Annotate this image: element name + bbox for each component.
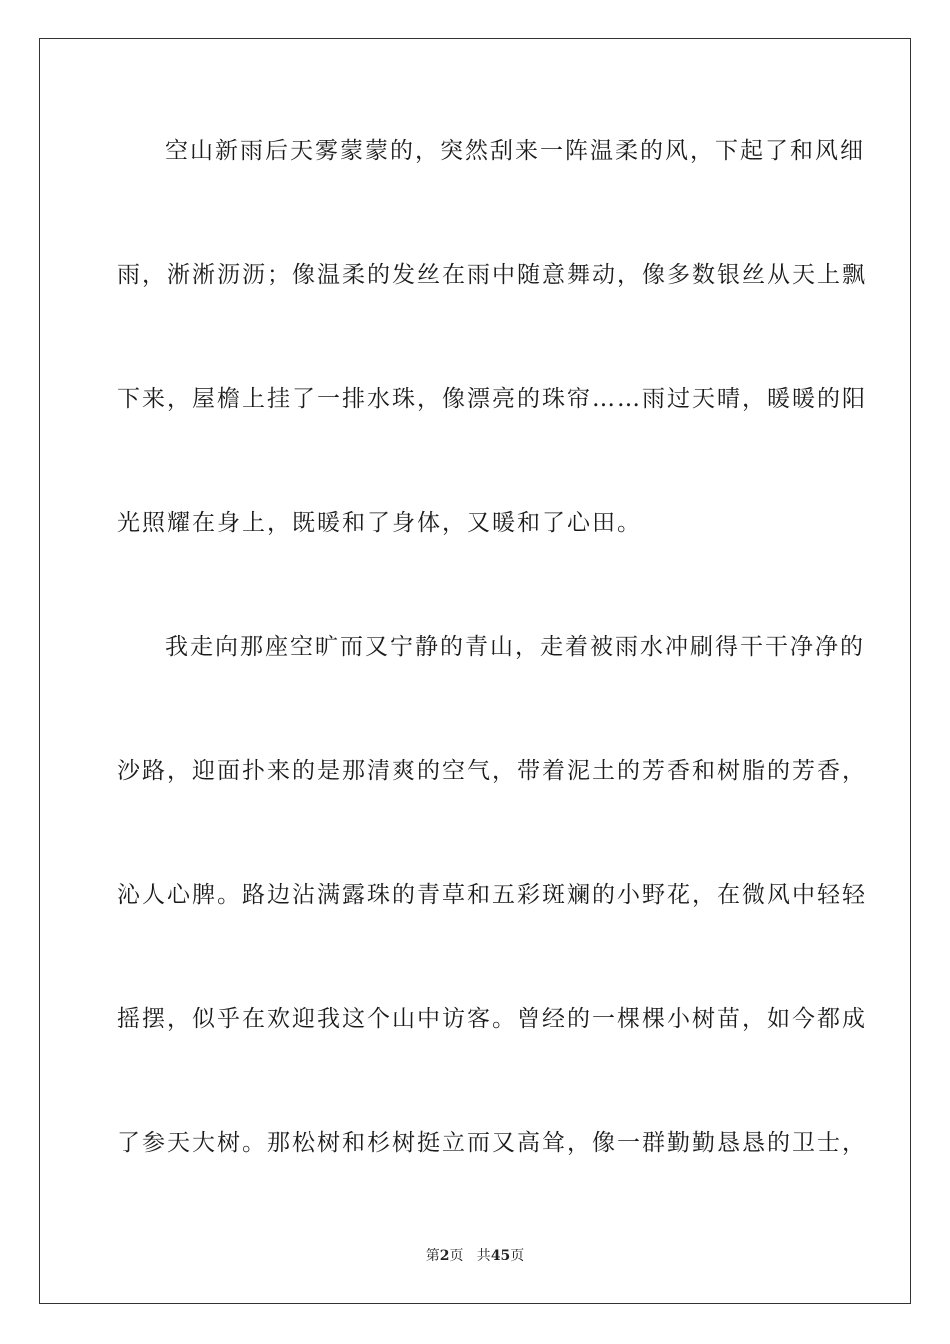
paragraph-2-line-3: 沁人心脾。路边沾满露珠的青草和五彩斑斓的小野花，在微风中轻轻 bbox=[117, 882, 867, 908]
paragraph-1-line-3: 下来，屋檐上挂了一排水珠，像漂亮的珠帘……雨过天晴，暖暖的阳 bbox=[117, 386, 867, 412]
footer-prefix: 第 bbox=[425, 1248, 440, 1264]
paragraph-2-line-5: 了参天大树。那松树和杉树挺立而又高耸，像一群勤勤恳恳的卫士， bbox=[117, 1130, 867, 1156]
paragraph-2-line-2: 沙路，迎面扑来的是那清爽的空气，带着泥土的芳香和树脂的芳香， bbox=[117, 758, 867, 784]
paragraph-2-line-1: 我走向那座空旷而又宁静的青山，走着被雨水冲刷得干干净净的 bbox=[165, 634, 865, 660]
paragraph-1-line-2: 雨，淅淅沥沥；像温柔的发丝在雨中随意舞动，像多数银丝从天上飘 bbox=[117, 262, 867, 288]
current-page-number: 2 bbox=[439, 1248, 450, 1264]
paragraph-2-line-4: 摇摆，似乎在欢迎我这个山中访客。曾经的一棵棵小树苗，如今都成 bbox=[117, 1006, 867, 1032]
footer-middle: 页 共 bbox=[449, 1248, 491, 1264]
total-page-count: 45 bbox=[490, 1248, 511, 1264]
page-border bbox=[39, 38, 911, 1304]
paragraph-1-line-4: 光照耀在身上，既暖和了身体，又暖和了心田。 bbox=[117, 510, 642, 536]
footer-suffix: 页 bbox=[510, 1248, 525, 1264]
paragraph-1-line-1: 空山新雨后天雾蒙蒙的，突然刮来一阵温柔的风，下起了和风细 bbox=[165, 138, 865, 164]
page-footer bbox=[0, 1247, 950, 1265]
